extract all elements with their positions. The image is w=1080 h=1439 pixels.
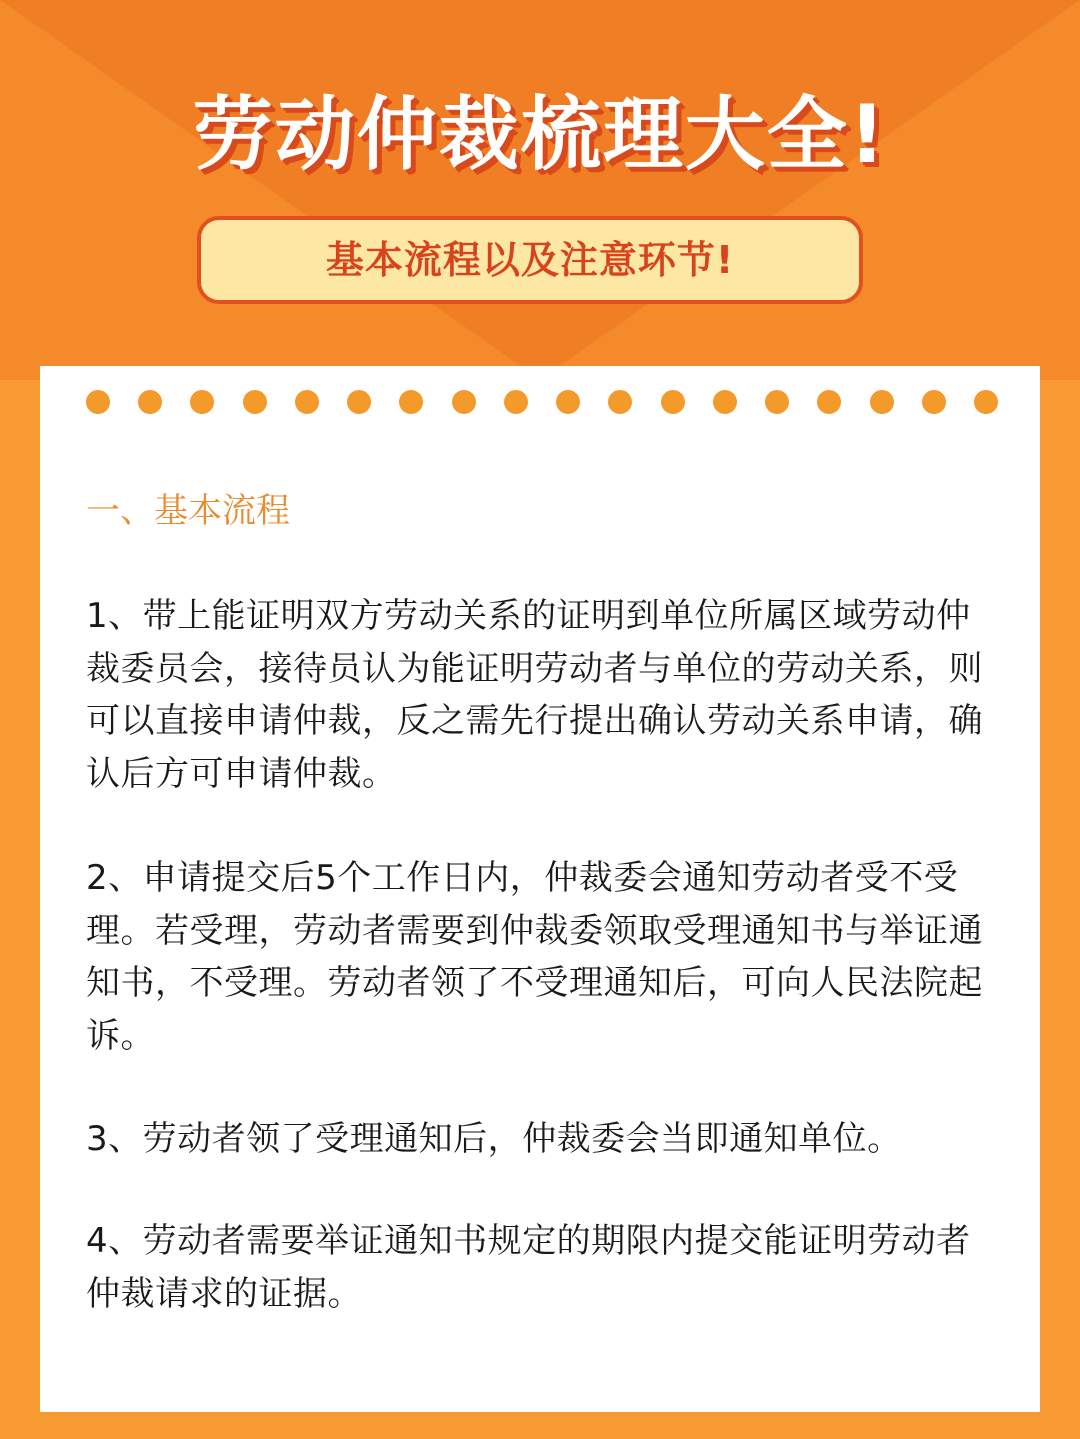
step-paragraph-3: 3、劳动者领了受理通知后，仲裁委会当即通知单位。 bbox=[86, 1119, 902, 1159]
dot-icon bbox=[190, 390, 214, 414]
dot-icon bbox=[713, 390, 737, 414]
dot-row-decoration bbox=[86, 390, 998, 414]
dot-icon bbox=[974, 390, 998, 414]
step-paragraph-1: 1、带上能证明双方劳动关系的证明到单位所属区域劳动仲裁委员会，接待员认为能证明劳动者与单位的劳动关系，则可以直接申请仲裁，反之需先行提出确认劳动关系申请，确认后方可申请仲裁。 bbox=[86, 596, 983, 794]
step-paragraph-2: 2、申请提交后5个工作日内，仲裁委会通知劳动者受不受理。若受理，劳动者需要到仲裁委领取受理通知书与举证通知书，不受理。劳动者领了不受理通知后，可向人民法院起诉。 bbox=[86, 858, 983, 1056]
dot-icon bbox=[608, 390, 632, 414]
dot-icon bbox=[556, 390, 580, 414]
dot-icon bbox=[661, 390, 685, 414]
dot-icon bbox=[243, 390, 267, 414]
dot-icon bbox=[504, 390, 528, 414]
dot-icon bbox=[138, 390, 162, 414]
dot-icon bbox=[295, 390, 319, 414]
dot-icon bbox=[870, 390, 894, 414]
dot-icon bbox=[399, 390, 423, 414]
section-title: 一、基本流程 bbox=[86, 491, 290, 531]
dot-icon bbox=[347, 390, 371, 414]
dot-icon bbox=[452, 390, 476, 414]
dot-icon bbox=[86, 390, 110, 414]
subtitle-text: 基本流程以及注意环节! bbox=[325, 238, 735, 282]
dot-icon bbox=[765, 390, 789, 414]
dot-icon bbox=[922, 390, 946, 414]
dot-icon bbox=[817, 390, 841, 414]
page-title: 劳动仲裁梳理大全! bbox=[192, 88, 888, 181]
step-paragraph-4: 4、劳动者需要举证通知书规定的期限内提交能证明劳动者仲裁请求的证据。 bbox=[86, 1221, 971, 1314]
